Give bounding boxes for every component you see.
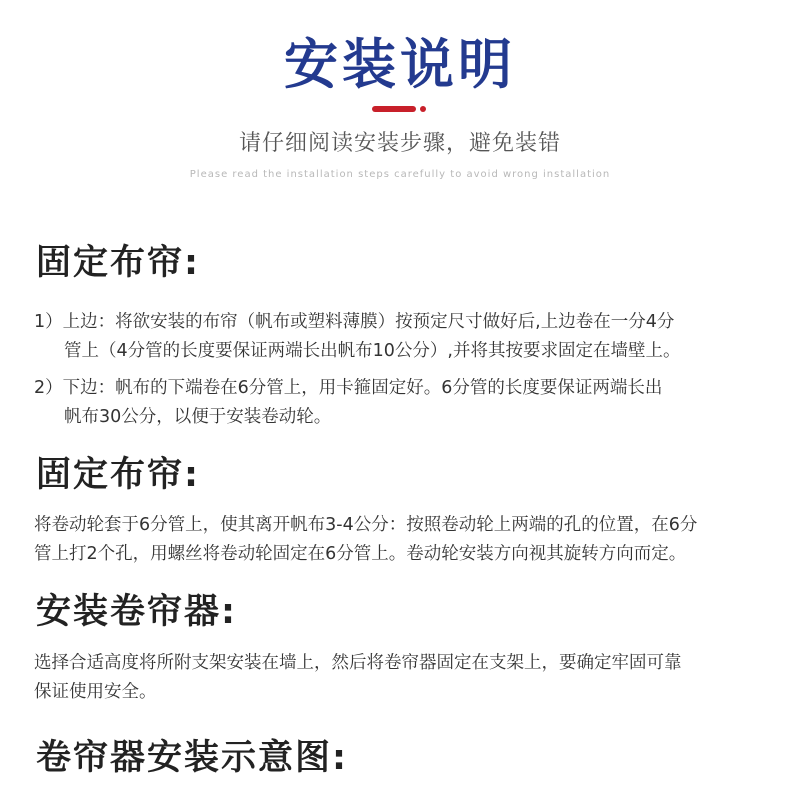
instruction-step-bottom-edge: [34, 374, 774, 432]
instruction-line: 管上打2个孔，用螺丝将卷动轮固定在6分管上。卷动轮安装方向视其旋转方向而定。: [34, 544, 687, 564]
instruction-line: 管上（4分管的长度要保证两端长出帆布10公分）,并将其按要求固定在墙壁上。: [64, 341, 681, 361]
instruction-line: 帆布30公分，以便于安装卷动轮。: [64, 407, 332, 427]
section-heading-install-roller: 安装卷帘器:: [36, 592, 237, 632]
instruction-bracket: [34, 649, 774, 707]
title-accent: [372, 106, 422, 112]
instruction-roller-wheel: [34, 511, 774, 569]
title-accent-dot: [420, 106, 426, 112]
instruction-line: 保证使用安全。: [34, 682, 157, 702]
instruction-line: 1）上边：将欲安装的布帘（帆布或塑料薄膜）按预定尺寸做好后,上边卷在一分4分: [34, 312, 675, 332]
instruction-line: 2）下边：帆布的下端卷在6分管上，用卡箍固定好。6分管的长度要保证两端长出: [34, 378, 663, 398]
section-heading-fix-curtain-2: 固定布帘:: [36, 455, 200, 495]
section-heading-diagram: 卷帘器安装示意图:: [36, 738, 348, 778]
page-title: 安装说明: [284, 33, 516, 96]
instruction-line: 选择合适高度将所附支架安装在墙上，然后将卷帘器固定在支架上，要确定牢固可靠: [34, 653, 682, 673]
title-accent-bar: [372, 106, 416, 112]
instruction-line: 将卷动轮套于6分管上，使其离开帆布3-4公分：按照卷动轮上两端的孔的位置，在6分: [34, 515, 698, 535]
page-subtitle: 请仔细阅读安装步骤，避免装错: [238, 131, 561, 156]
instruction-step-top-edge: [34, 308, 774, 366]
section-heading-fix-curtain-1: 固定布帘:: [36, 243, 200, 283]
page-subtitle-english: Please read the installation steps carefully to avoid wrong installation: [189, 169, 611, 180]
